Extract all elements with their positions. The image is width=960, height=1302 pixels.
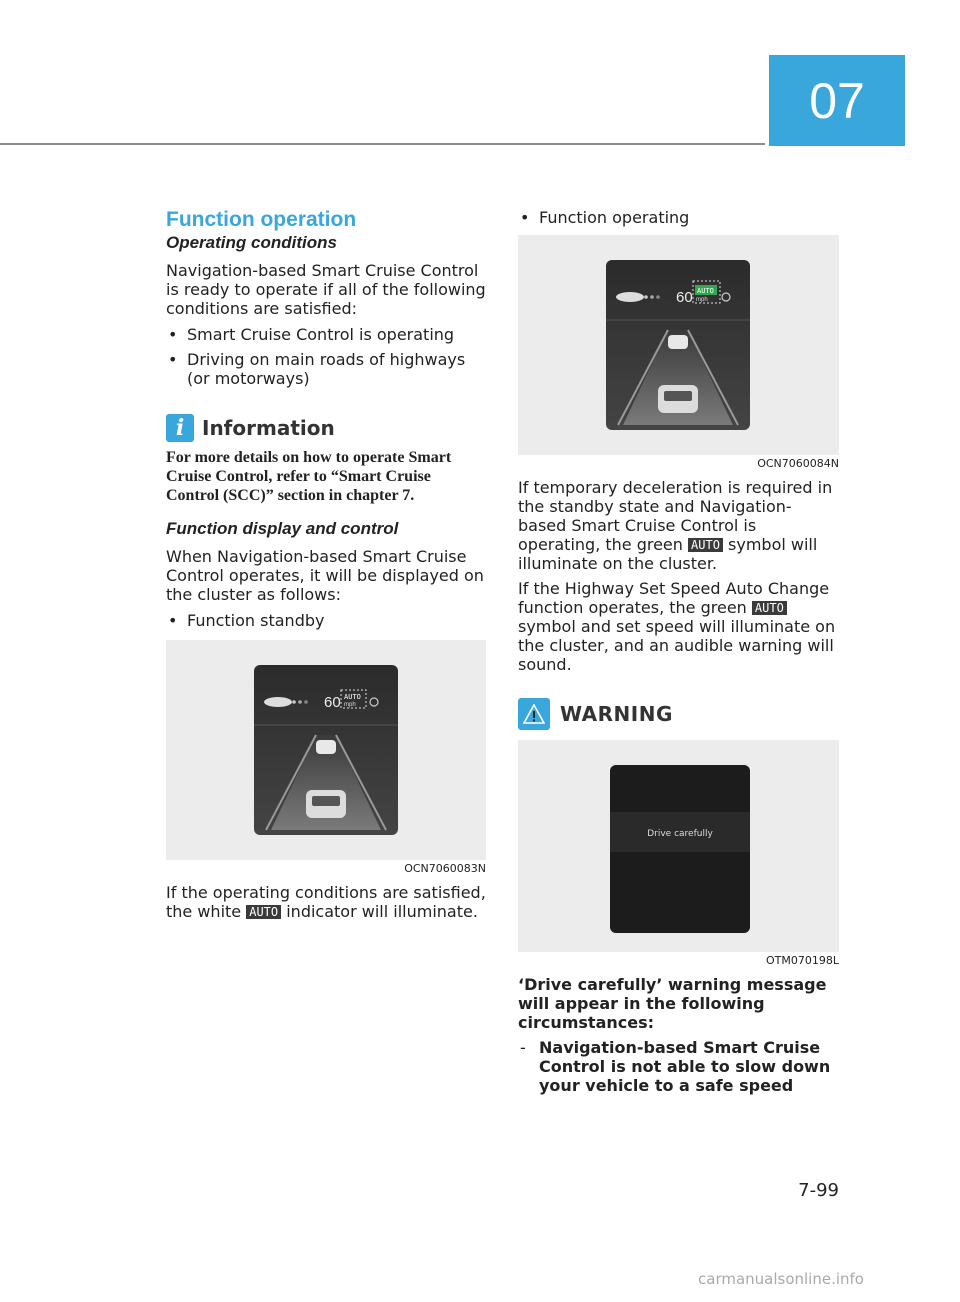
info-icon: i [166,414,194,442]
figure-caption: OCN7060083N [404,862,486,875]
auto-inline-icon: AUTO [246,905,281,919]
bullet-icon: • [168,611,178,630]
speed-unit: mph [696,297,708,303]
bullet-icon: • [520,208,530,227]
standby-list [166,611,486,630]
warning-triangle-icon [518,698,550,730]
operating-conditions-heading: Operating conditions [166,233,337,252]
information-heading: Information [202,416,335,440]
watermark: carmanualsonline.info [698,1270,864,1288]
warning-intro: ‘Drive carefully’ warning message will appear in the following circumstances: [518,975,827,1032]
cluster-operating-illustration [518,235,839,455]
speed-unit: mph [344,702,356,708]
list-item: • Function operating [520,208,690,227]
dash-icon: - [520,1038,526,1057]
section-title: Function operation [166,208,357,231]
auto-change-text: If the Highway Set Speed Auto Change function operates, the green AUTO symbol and set speed will illuminate on the cluster, and an audible warning will sound. [518,579,836,674]
conditions-list [166,325,486,388]
after-figure1-text: If the operating conditions are satisfied, the white AUTO indicator will illuminate. [166,883,486,921]
auto-inline-icon: AUTO [752,601,787,615]
auto-indicator-white: AUTO [344,693,361,701]
right-column [518,208,839,1095]
figure-standby [166,640,486,860]
bullet-icon: • [168,325,178,344]
bullet-icon: • [168,350,178,369]
page-number: 7-99 [798,1180,839,1201]
display-intro: When Navigation-based Smart Cruise Control operates, it will be displayed on the cluster as follows: [166,547,484,604]
auto-inline-icon: AUTO [688,538,723,552]
auto-indicator-green: AUTO [697,287,714,295]
list-item: - Navigation-based Smart Cruise Control is not able to slow down your vehicle to a safe speed [520,1038,831,1095]
list-item: • Driving on main roads of highways (or motorways) [168,350,466,388]
list-item: • Function standby [168,611,325,630]
cluster-warning-illustration [518,740,839,952]
deceleration-text: If temporary deceleration is required in the standby state and Navigation-based Smart Cruise Control is operating, the green AUTO symbol will illuminate on the cluster. [518,478,833,573]
figure-operating [518,235,839,455]
figure-warning-message [518,740,839,952]
chapter-tab: 07 [769,55,905,146]
cluster-standby-illustration [166,640,486,860]
left-column [166,208,486,921]
information-box [166,414,486,442]
figure-caption: OTM070198L [766,954,839,967]
set-speed-value: 60 [324,694,341,711]
display-control-heading: Function display and control [166,519,399,538]
warning-message-text: Drive carefully [647,829,713,839]
figure-caption: OCN7060084N [757,457,839,470]
information-text: For more details on how to operate Smart Cruise Control, refer to “Smart Cruise Control (SCC)” section in chapter 7. [166,449,452,504]
set-speed-value: 60 [676,289,693,306]
warning-heading: WARNING [560,702,673,726]
operating-list [518,208,839,227]
header-rule [0,143,765,145]
list-item: • Smart Cruise Control is operating [168,325,455,344]
warning-box [518,698,839,730]
operating-intro: Navigation-based Smart Cruise Control is ready to operate if all of the following conditions are satisfied: [166,261,486,318]
